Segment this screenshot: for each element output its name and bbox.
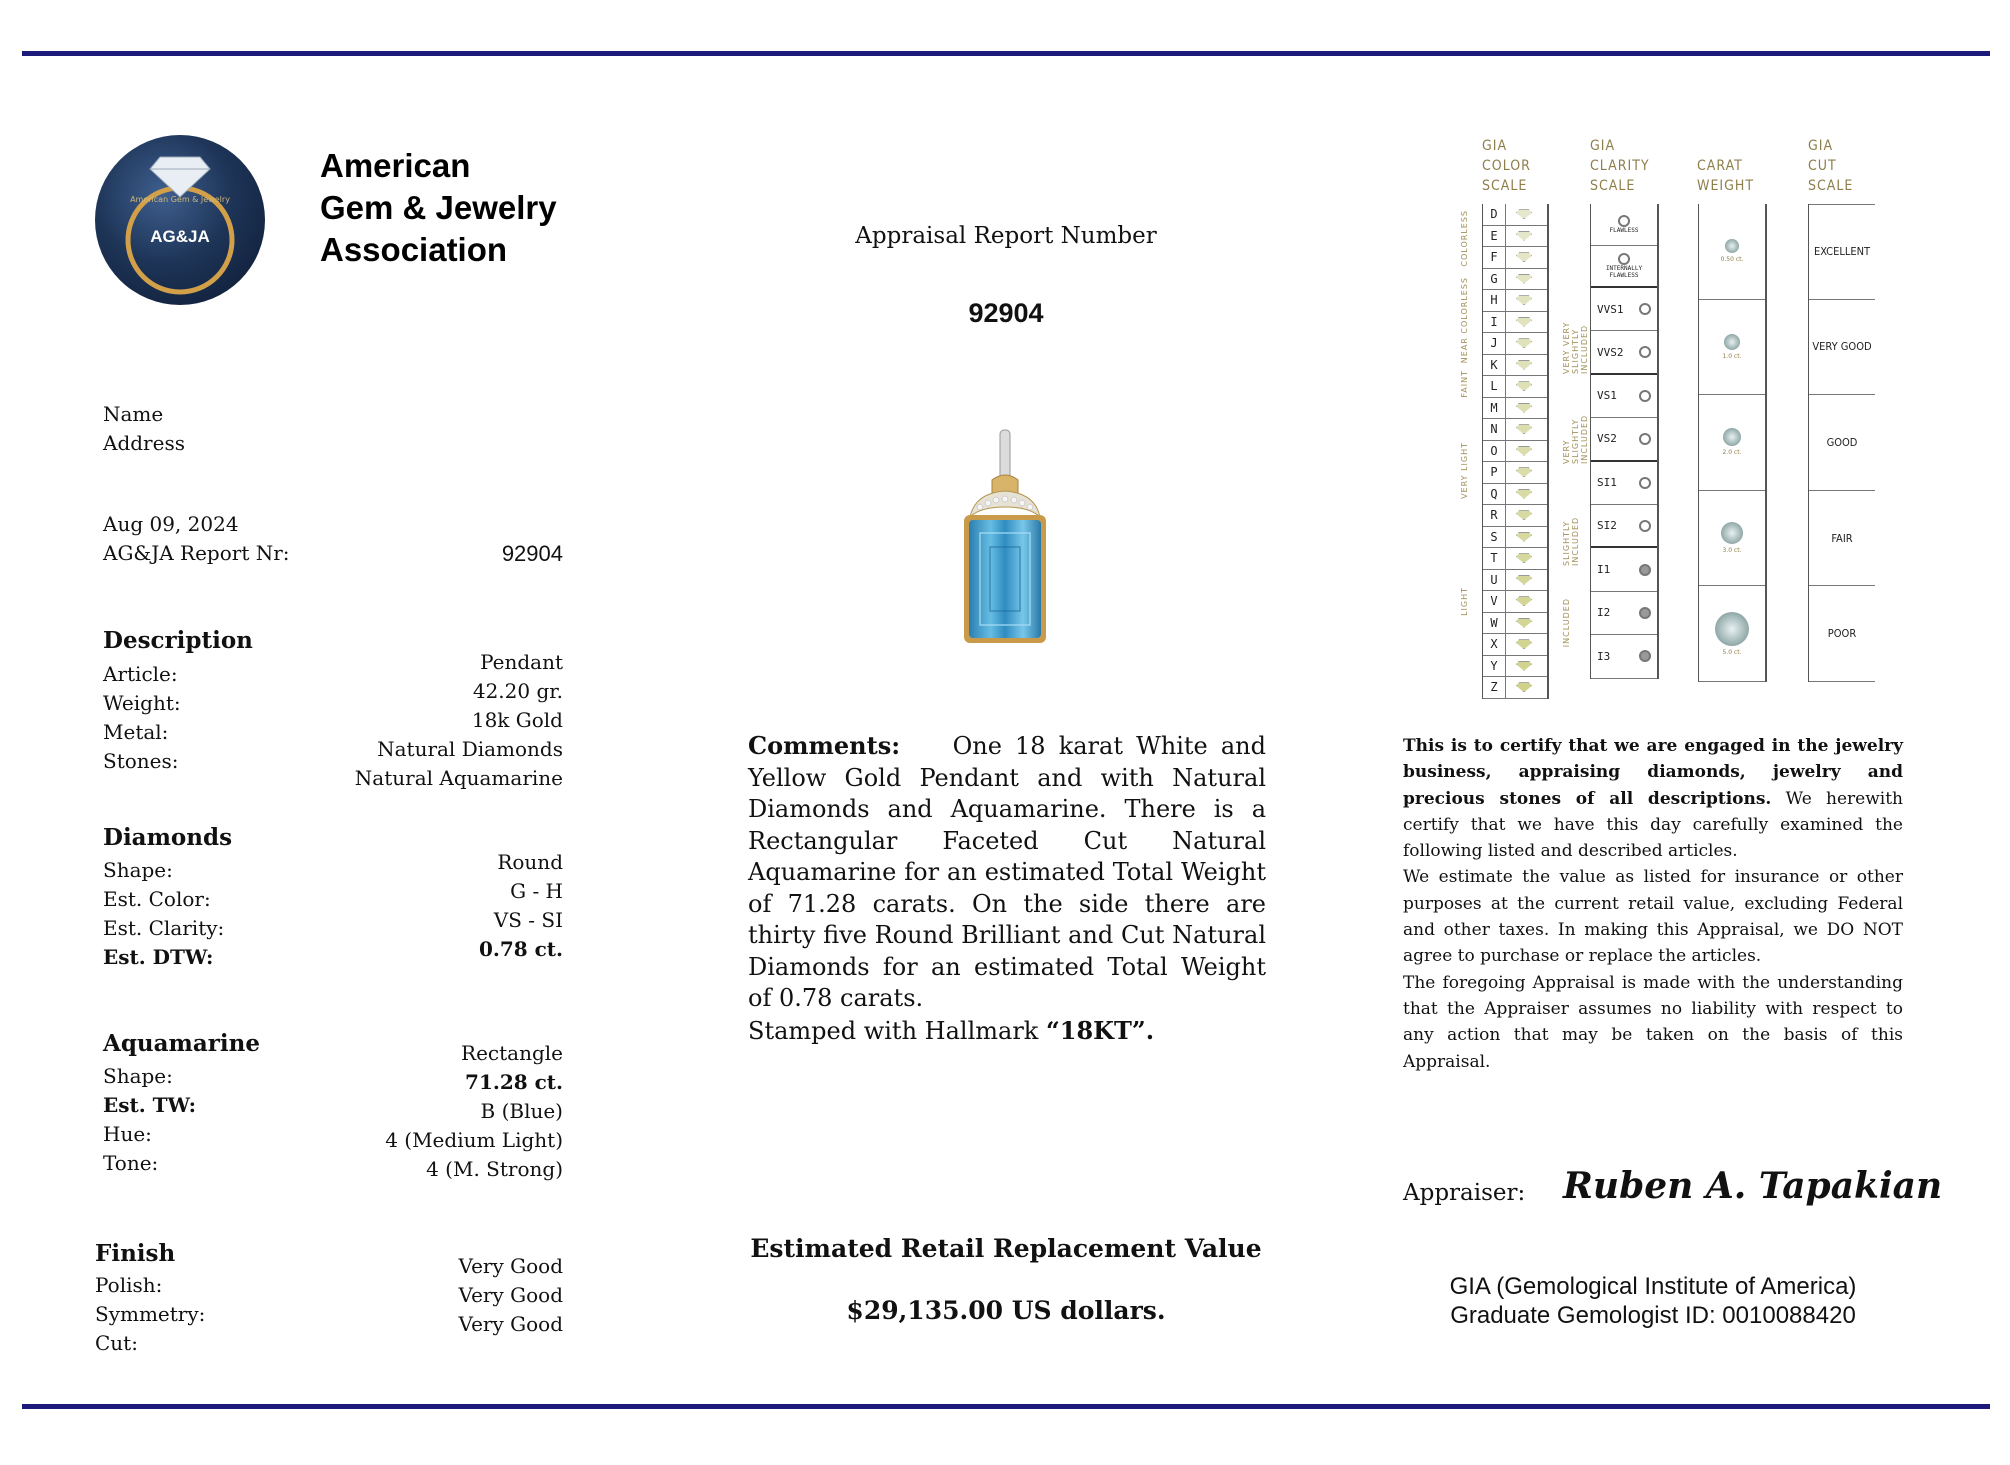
diamond-icon (1516, 446, 1532, 456)
clarity-diamond-icon (1639, 477, 1651, 489)
diamond-icon (1516, 639, 1532, 649)
color-grade-label: P (1483, 462, 1506, 483)
report-nr-value: 92904 (501, 541, 563, 566)
color-grade-label: O (1483, 441, 1506, 462)
bottom-border-rule (22, 1404, 1990, 1409)
carat-grade-label: 1.0 ct. (1722, 352, 1742, 360)
color-grade-row (1483, 677, 1547, 699)
clarity-diamond-icon (1639, 390, 1651, 402)
diamond-icon (1516, 381, 1532, 391)
aquamarine-label: Hue: (103, 1122, 152, 1146)
appraiser-label: Appraiser: (1403, 1180, 1526, 1206)
color-grade-label: N (1483, 419, 1506, 440)
certification-paragraph-1 (1403, 733, 1903, 864)
aquamarine-label: Shape: (103, 1064, 173, 1088)
diamond-label: Shape: (103, 858, 173, 882)
color-grade-row (1483, 333, 1547, 355)
color-grade-row (1483, 613, 1547, 635)
hallmark-line (748, 1015, 1266, 1048)
color-grade-label: R (1483, 505, 1506, 526)
color-grade-row (1483, 548, 1547, 570)
cut-scale-column (1808, 204, 1875, 682)
color-grade-label: I (1483, 312, 1506, 333)
diamond-icon (1516, 618, 1532, 628)
color-grade-label: M (1483, 398, 1506, 419)
color-grade-label: G (1483, 269, 1506, 290)
aquamarine-title: Aquamarine (103, 1030, 261, 1057)
clarity-group-caption: VERY SLIGHTLY INCLUDED (1562, 414, 1589, 464)
clarity-grade-list (1591, 204, 1657, 679)
color-grade-label: U (1483, 570, 1506, 591)
diamond-icon (1516, 596, 1532, 606)
clarity-grade-row (1591, 505, 1657, 548)
aquamarine-value: B (Blue) (480, 1099, 563, 1123)
carat-grade-row (1699, 395, 1765, 491)
color-grade-row (1483, 419, 1547, 441)
cut-grade-list (1809, 204, 1875, 682)
diamond-icon (1516, 338, 1532, 348)
color-grade-row (1483, 204, 1547, 226)
agja-logo (95, 135, 265, 305)
clarity-grade-label: VVS2 (1597, 345, 1624, 359)
carat-diamond-icon (1724, 334, 1740, 350)
carat-diamond-icon (1721, 522, 1743, 544)
chart-title-line: COLOR (1482, 158, 1531, 174)
clarity-grade-label: VVS1 (1597, 302, 1624, 316)
clarity-diamond-icon (1639, 303, 1651, 315)
diamond-icon (1516, 553, 1532, 563)
color-grade-label: F (1483, 247, 1506, 268)
certification-paragraph-2: We estimate the value as listed for insurance or other purposes at the current retail value, excluding Federal and other taxes. In making this Appraisal, we DO NOT agree to purchase or replace the articles. (1403, 867, 1903, 967)
certification-text: We herewith certify that we have this day carefully examined the following listed and described articles. (1403, 788, 1903, 862)
color-grade-label: H (1483, 290, 1506, 311)
clarity-grade-label: I3 (1597, 649, 1611, 663)
clarity-grade-row (1591, 462, 1657, 505)
diamond-label: Est. Color: (103, 887, 211, 911)
cut-grade-row: EXCELLENT (1809, 204, 1875, 300)
credential-line: GIA (Gemological Institute of America) (1449, 1273, 1857, 1300)
color-group-caption: COLORLESS (1460, 210, 1469, 267)
chart-title-line: CARAT (1697, 158, 1743, 174)
org-name-line: Gem & Jewelry (320, 189, 557, 226)
carat-grade-row (1699, 586, 1765, 682)
color-grade-row (1483, 570, 1547, 592)
logo-text: AG&JA (150, 227, 210, 246)
clarity-diamond-icon (1639, 564, 1651, 576)
carat-grade-label: 5.0 ct. (1722, 648, 1742, 656)
org-name-line: Association (320, 231, 508, 268)
color-group-caption: FAINT (1460, 370, 1469, 398)
certification-statement (1403, 733, 1903, 1075)
logo-emblem (95, 135, 265, 305)
color-grade-row (1483, 247, 1547, 269)
carat-diamond-icon (1723, 428, 1741, 446)
diamond-label: Est. DTW: (103, 945, 214, 969)
carat-grade-label: 3.0 ct. (1722, 547, 1742, 555)
comments-label: Comments: (748, 731, 901, 760)
diamond-icon (1516, 317, 1532, 327)
diamonds-labels (103, 856, 224, 972)
color-grade-row (1483, 312, 1547, 334)
value-amount: $29,135.00 US dollars. (846, 1296, 1166, 1325)
color-grade-row (1483, 591, 1547, 613)
description-value: 18k Gold (471, 708, 563, 732)
diamond-icon (1516, 209, 1532, 219)
clarity-grade-row (1591, 635, 1657, 678)
color-grade-row (1483, 462, 1547, 484)
color-group-caption: VERY LIGHT (1460, 442, 1469, 499)
clarity-grade-row (1591, 592, 1657, 635)
color-scale-title (1482, 136, 1531, 196)
diamond-icon (1516, 424, 1532, 434)
finish-label: Cut: (95, 1331, 138, 1355)
organization-name (320, 145, 557, 271)
appraiser-credentials (1403, 1272, 1903, 1330)
clarity-grade-row (1591, 331, 1657, 374)
clarity-grade-label: FLAWLESS (1609, 227, 1639, 234)
color-grade-label: Q (1483, 484, 1506, 505)
color-grade-label: Y (1483, 656, 1506, 677)
clarity-diamond-icon (1639, 650, 1651, 662)
color-grade-label: V (1483, 591, 1506, 612)
clarity-group-caption: SLIGHTLY INCLUDED (1562, 516, 1580, 566)
report-number-heading: Appraisal Report Number (855, 223, 1157, 249)
report-date: Aug 09, 2024 (103, 512, 239, 536)
diamond-icon (1516, 510, 1532, 520)
cut-grade-row: GOOD (1809, 395, 1875, 491)
diamond-value: Round (497, 850, 563, 874)
diamond-icon (1516, 682, 1532, 692)
color-grade-label: K (1483, 355, 1506, 376)
color-grade-label: Z (1483, 677, 1506, 698)
color-scale-column (1482, 204, 1549, 699)
finish-value: Very Good (458, 1254, 563, 1278)
description-label: Stones: (103, 749, 179, 773)
diamond-value: 0.78 ct. (478, 937, 563, 961)
description-label: Weight: (103, 691, 181, 715)
description-value: Natural Aquamarine (354, 766, 563, 790)
chart-title-line: GIA (1590, 138, 1616, 154)
diamond-icon (1516, 489, 1532, 499)
pendant-image (940, 425, 1080, 655)
diamond-icon (1516, 231, 1532, 241)
description-labels (103, 660, 181, 776)
diamond-icon (1516, 252, 1532, 262)
color-grade-label: S (1483, 527, 1506, 548)
finish-value: Very Good (458, 1312, 563, 1336)
org-name-line: American (320, 147, 471, 184)
clarity-diamond-icon (1618, 253, 1630, 265)
finish-label: Polish: (95, 1273, 163, 1297)
report-number: 92904 (968, 298, 1044, 328)
color-grade-row (1483, 269, 1547, 291)
aquamarine-labels (103, 1062, 196, 1178)
color-grade-label: W (1483, 613, 1506, 634)
clarity-grade-row (1591, 288, 1657, 331)
color-grade-row (1483, 441, 1547, 463)
clarity-grade-label: SI1 (1597, 476, 1617, 490)
aquamarine-values (300, 1039, 563, 1184)
aquamarine-value: Rectangle (461, 1041, 563, 1065)
color-grade-label: L (1483, 376, 1506, 397)
appraiser-signature: Ruben A. Tapakian (1563, 1165, 1943, 1207)
description-title: Description (103, 627, 253, 654)
carat-grade-label: 0.50 ct. (1720, 256, 1744, 264)
clarity-diamond-icon (1618, 215, 1630, 227)
diamond-value: G - H (510, 879, 563, 903)
certification-intro: This is to certify that we are engaged in the jewelry business, appraising diamonds, jewelry and precious stones of all descriptions. (1403, 736, 1903, 809)
color-group-caption: LIGHT (1460, 587, 1469, 616)
clarity-diamond-icon (1639, 607, 1651, 619)
color-grade-row (1483, 398, 1547, 420)
carat-grade-row (1699, 204, 1765, 300)
color-grade-row (1483, 355, 1547, 377)
aquamarine-value: 4 (M. Strong) (426, 1157, 563, 1181)
chart-title-line: GIA (1808, 138, 1834, 154)
color-grade-row (1483, 634, 1547, 656)
diamond-icon (1516, 467, 1532, 477)
value-title: Estimated Retail Replacement Value (750, 1234, 1262, 1263)
diamond-icon (1516, 575, 1532, 585)
clarity-grade-label: VS1 (1597, 389, 1617, 403)
comments-text: One 18 karat White and Yellow Gold Pendant and with Natural Diamonds and Aquamarine. There is a Rectangular Faceted Cut Natural Aquamarine for an estimated Total Weight of 71.28 carats. On the side there are thirty five Round Brilliant and Cut Natural Diamonds for an estimated Total Weight of 0.78 carats. (748, 732, 1266, 1012)
color-grade-label: T (1483, 548, 1506, 569)
clarity-diamond-icon (1639, 433, 1651, 445)
diamond-icon (1516, 295, 1532, 305)
color-grade-row (1483, 290, 1547, 312)
description-value: 42.20 gr. (472, 679, 563, 703)
carat-diamond-icon (1715, 612, 1749, 646)
description-label: Article: (103, 662, 178, 686)
finish-labels (95, 1271, 205, 1358)
clarity-grade-label: I2 (1597, 606, 1611, 620)
diamond-label: Est. Clarity: (103, 916, 225, 940)
diamonds-title: Diamonds (103, 824, 233, 851)
cut-grade-row: POOR (1809, 586, 1875, 682)
color-grade-list (1483, 204, 1547, 699)
finish-title: Finish (95, 1240, 176, 1267)
clarity-grade-label: INTERNALLY FLAWLESS (1605, 265, 1643, 279)
chart-title-line: SCALE (1482, 178, 1528, 194)
gia-grading-chart (1440, 132, 1900, 694)
clarity-grade-label: SI2 (1597, 519, 1617, 533)
clarity-grade-row (1591, 246, 1657, 288)
clarity-group-caption: VERY VERY SLIGHTLY INCLUDED (1562, 321, 1589, 374)
clarity-grade-row (1591, 375, 1657, 418)
color-grade-row (1483, 505, 1547, 527)
color-grade-row (1483, 656, 1547, 678)
clarity-diamond-icon (1639, 520, 1651, 532)
finish-values (300, 1252, 563, 1339)
carat-weight-column (1698, 204, 1767, 682)
clarity-grade-row (1591, 418, 1657, 461)
carat-grade-row (1699, 491, 1765, 587)
cut-scale-title (1808, 136, 1853, 196)
clarity-grade-row (1591, 204, 1657, 246)
carat-grade-row (1699, 300, 1765, 396)
color-group-caption: NEAR COLORLESS (1460, 277, 1469, 364)
name-label: Name (103, 402, 164, 426)
color-grade-row (1483, 376, 1547, 398)
chart-title-line: SCALE (1590, 178, 1636, 194)
certification-paragraph-3: The foregoing Appraisal is made with the understanding that the Appraiser assumes no liability with respect to any action that may be taken on the basis of this Appraisal. (1403, 972, 1903, 1072)
carat-weight-title (1697, 156, 1754, 196)
chart-title-line: GIA (1482, 138, 1508, 154)
description-value: Pendant (480, 650, 563, 674)
chart-title-line: CLARITY (1590, 158, 1650, 174)
cut-grade-row: VERY GOOD (1809, 300, 1875, 396)
description-label: Metal: (103, 720, 169, 744)
clarity-diamond-icon (1639, 346, 1651, 358)
logo-ring-text: American Gem & Jewelry (130, 195, 230, 204)
diamond-icon (1516, 661, 1532, 671)
description-values (300, 648, 563, 793)
chart-title-line: CUT (1808, 158, 1837, 174)
top-border-rule (22, 51, 1990, 56)
clarity-group-caption: INCLUDED (1562, 598, 1571, 648)
credential-line: Graduate Gemologist ID: 0010088420 (1450, 1302, 1856, 1329)
color-grade-label: J (1483, 333, 1506, 354)
clarity-scale-title (1590, 136, 1650, 196)
diamond-icon (1516, 360, 1532, 370)
aquamarine-value: 4 (Medium Light) (385, 1128, 563, 1152)
aquamarine-label: Tone: (103, 1151, 159, 1175)
diamond-icon (1516, 532, 1532, 542)
carat-grade-label: 2.0 ct. (1722, 449, 1742, 457)
aquamarine-label: Est. TW: (103, 1093, 197, 1117)
cut-grade-row: FAIR (1809, 491, 1875, 587)
color-grade-row (1483, 484, 1547, 506)
color-grade-label: D (1483, 204, 1506, 225)
color-grade-label: X (1483, 634, 1506, 655)
clarity-grade-label: I1 (1597, 563, 1611, 577)
aquamarine-value: 71.28 ct. (465, 1070, 563, 1094)
comments-block (748, 730, 1266, 1047)
color-grade-row (1483, 226, 1547, 248)
diamond-value: VS - SI (493, 908, 563, 932)
color-grade-row (1483, 527, 1547, 549)
diamonds-values (300, 848, 563, 964)
clarity-grade-label: VS2 (1597, 432, 1617, 446)
chart-title-line: WEIGHT (1697, 178, 1755, 194)
diamond-icon (1516, 403, 1532, 413)
finish-value: Very Good (458, 1283, 563, 1307)
hallmark-value: “18KT”. (1045, 1015, 1155, 1045)
hallmark-prefix: Stamped with Hallmark (748, 1016, 1046, 1045)
color-grade-label: E (1483, 226, 1506, 247)
diamond-icon (1516, 274, 1532, 284)
clarity-scale-column (1590, 204, 1659, 679)
finish-label: Symmetry: (95, 1302, 206, 1326)
clarity-grade-row (1591, 548, 1657, 591)
carat-grade-list (1699, 204, 1765, 682)
carat-diamond-icon (1725, 239, 1739, 253)
description-value: Natural Diamonds (377, 737, 563, 761)
chart-title-line: SCALE (1808, 178, 1854, 194)
report-nr-label: AG&JA Report Nr: (103, 541, 290, 565)
address-label: Address (103, 431, 185, 455)
